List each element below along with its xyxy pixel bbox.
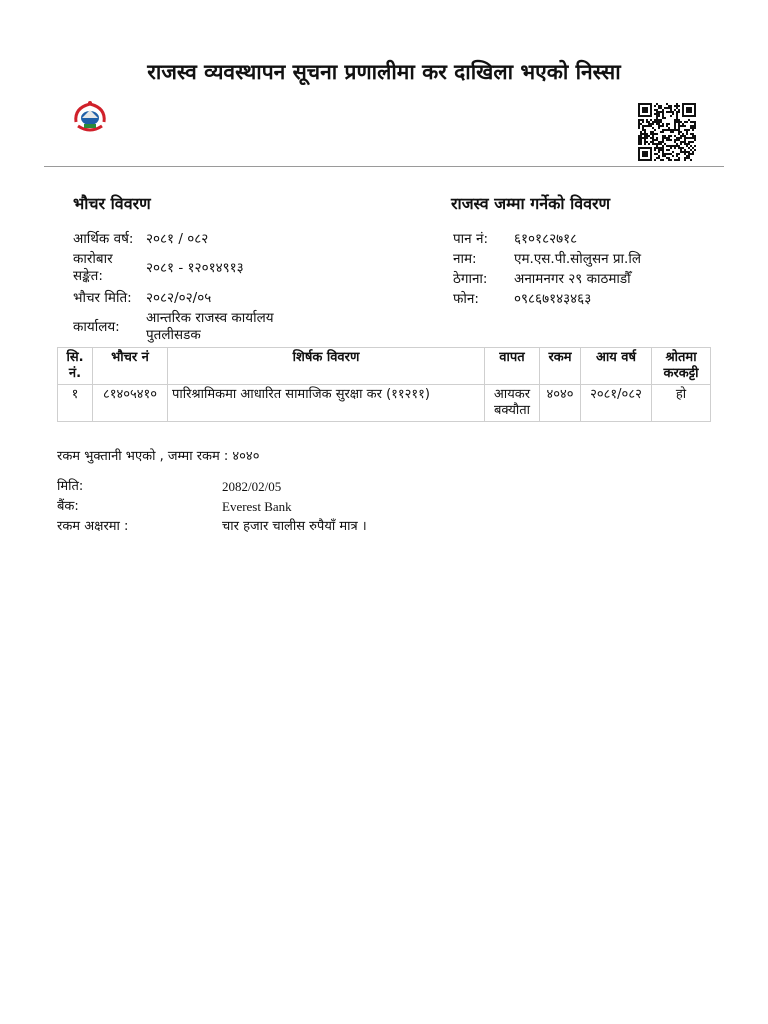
depositor-details-heading: राजस्व जम्मा गर्नेको विवरण <box>451 194 611 213</box>
address-value: अनामनगर २९ काठमाडौँ <box>514 271 631 287</box>
table-row <box>58 385 711 422</box>
document-title: राजस्व व्यवस्थापन सूचना प्रणालीमा कर दाखिला भएको निस्सा <box>147 60 621 84</box>
pan-label: पान नं: <box>453 231 488 247</box>
row-tds: हो <box>652 385 711 422</box>
row-income-year: २०८१/०८२ <box>581 385 652 422</box>
row-head: आयकर बक्यौता <box>485 385 540 422</box>
header-divider <box>44 166 724 167</box>
transaction-label-line2: सङ्केत: <box>73 268 103 284</box>
nepal-government-emblem-icon <box>70 100 110 138</box>
payment-total-note: रकम भुक्तानी भएको , जम्मा रकम : ४०४० <box>57 449 260 464</box>
fiscal-year-value: २०८१ / ०८२ <box>146 231 209 247</box>
transaction-code-value: २०८१ - १२०१४९१३ <box>146 260 244 276</box>
office-value-line1: आन्तरिक राजस्व कार्यालय <box>146 310 274 326</box>
tax-items-table <box>57 347 711 422</box>
col-amount: रकम <box>540 348 581 385</box>
row-title: पारिश्रामिकमा आधारित सामाजिक सुरक्षा कर (११२११) <box>168 385 485 422</box>
col-income-year: आय वर्ष <box>581 348 652 385</box>
voucher-details-heading: भौचर विवरण <box>73 194 151 213</box>
table-header-row <box>58 348 711 385</box>
amount-in-words-value: चार हजार चालीस रुपैयाँ मात्र । <box>222 519 367 534</box>
fiscal-year-label: आर्थिक वर्ष: <box>73 231 134 247</box>
bank-label: बैंक: <box>57 499 79 514</box>
bank-value: Everest Bank <box>222 499 292 514</box>
row-sn: १ <box>58 385 93 422</box>
address-label: ठेगाना: <box>453 271 488 287</box>
col-tds: श्रोतमा करकट्टी <box>652 348 711 385</box>
office-label: कार्यालय: <box>73 319 120 335</box>
office-value-line2: पुतलीसडक <box>146 327 201 343</box>
payment-date-label: मिति: <box>57 479 84 494</box>
phone-value: ०९८६७१४३४६३ <box>514 291 592 307</box>
row-voucher-no: ८१४०५४१० <box>93 385 168 422</box>
name-label: नाम: <box>453 251 477 267</box>
payment-date-value: 2082/02/05 <box>222 479 282 494</box>
col-head: वापत <box>485 348 540 385</box>
voucher-date-value: २०८२/०२/०५ <box>146 290 212 306</box>
qr-code-icon <box>638 103 696 161</box>
pan-value: ६१०१८२७१८ <box>514 231 578 247</box>
amount-in-words-label: रकम अक्षरमा : <box>57 519 129 534</box>
name-value: एम.एस.पी.सोलुसन प्रा.लि <box>514 251 641 267</box>
col-voucher-no: भौचर नं <box>93 348 168 385</box>
voucher-date-label: भौचर मिति: <box>73 290 132 306</box>
phone-label: फोन: <box>453 291 479 307</box>
transaction-label-line1: कारोबार <box>73 251 113 267</box>
col-sn: सि. नं. <box>58 348 93 385</box>
row-amount: ४०४० <box>540 385 581 422</box>
col-title: शिर्षक विवरण <box>168 348 485 385</box>
